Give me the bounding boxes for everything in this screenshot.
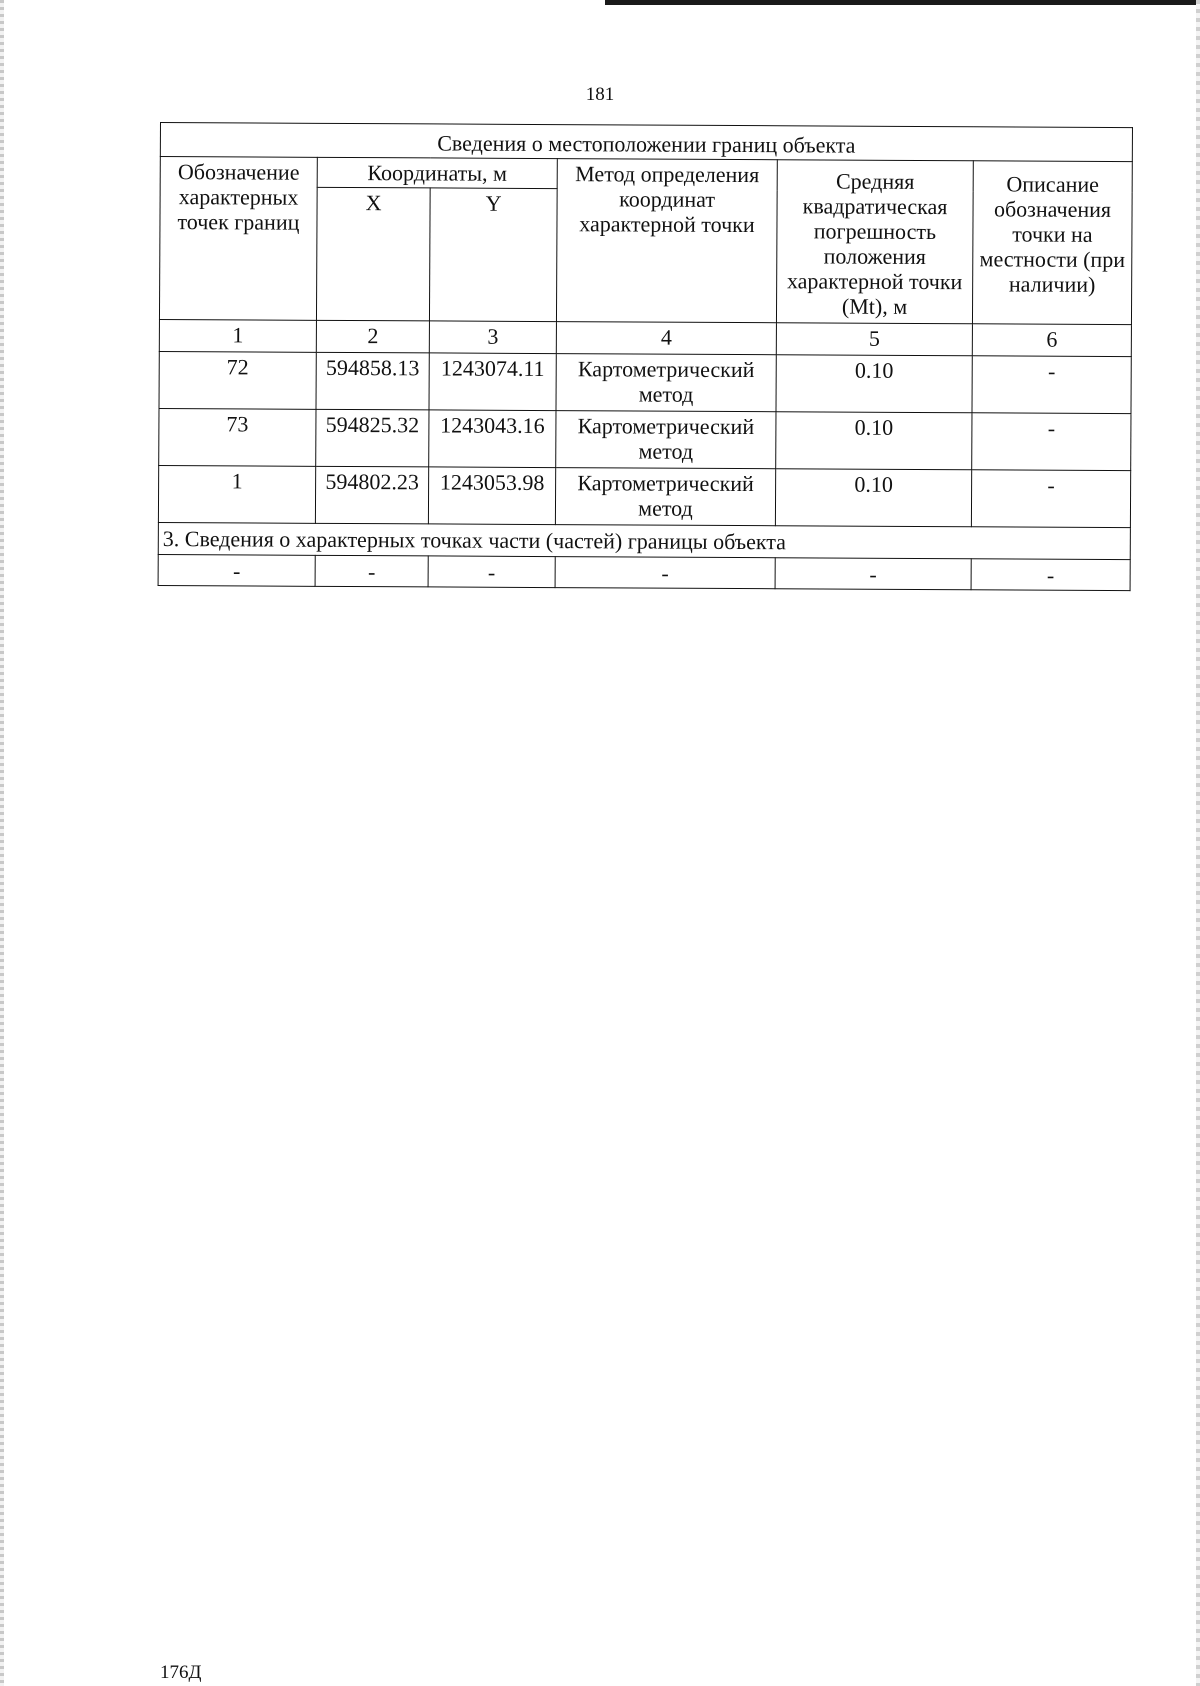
cell-description: -	[972, 356, 1131, 414]
column-number: 1	[159, 319, 316, 352]
cell-point: 1	[158, 465, 315, 523]
scan-edge-left	[0, 0, 4, 1686]
column-number-row	[159, 319, 1131, 356]
cell-y: 1243074.11	[429, 353, 556, 411]
cell-x: 594802.23	[315, 466, 428, 524]
page-number: 181	[585, 84, 615, 105]
cell-point: 72	[159, 351, 316, 409]
cell-y: 1243043.16	[429, 410, 556, 468]
table-row	[159, 351, 1131, 413]
header-x: X	[316, 187, 430, 321]
column-number: 2	[316, 320, 429, 353]
table-row	[159, 408, 1131, 470]
header-row	[160, 157, 1132, 192]
cell-method: Картометрический метод	[556, 411, 776, 469]
empty-cell: -	[428, 556, 555, 588]
empty-cell: -	[971, 559, 1130, 591]
cell-x: 594858.13	[316, 352, 429, 410]
section3-row	[158, 554, 1130, 590]
cell-description: -	[972, 413, 1131, 471]
cell-x: 594825.32	[316, 409, 429, 467]
table-row	[158, 465, 1130, 527]
header-method: Метод определения координат характерной точки	[556, 159, 777, 323]
column-number: 5	[776, 323, 972, 356]
header-point: Обозначение характерных точек границ	[159, 157, 317, 321]
section3-title: 3. Сведения о характерных точках части (частей) границы объекта	[158, 522, 1130, 559]
cell-accuracy: 0.10	[775, 469, 971, 527]
boundary-table	[158, 122, 1133, 591]
column-number: 3	[429, 321, 556, 354]
header-accuracy: Средняя квадратическая погрешность положения характерной точки (Mt), м	[776, 160, 973, 324]
cell-method: Картометрический метод	[555, 468, 775, 526]
empty-cell: -	[315, 555, 428, 587]
section3-title-row	[158, 522, 1130, 559]
cell-method: Картометрический метод	[556, 354, 776, 412]
header-description: Описание обозначения точки на местности (при наличии)	[972, 161, 1132, 325]
scan-edge-right	[1196, 0, 1200, 1686]
empty-cell: -	[555, 557, 775, 589]
column-number: 6	[972, 324, 1131, 357]
cell-accuracy: 0.10	[776, 355, 972, 413]
column-number: 4	[556, 322, 776, 355]
footer-code: 176Д	[160, 1662, 202, 1683]
cell-point: 73	[159, 408, 316, 466]
cell-y: 1243053.98	[428, 467, 555, 525]
cell-accuracy: 0.10	[776, 412, 972, 470]
empty-cell: -	[775, 558, 971, 590]
table-title-row	[160, 123, 1132, 162]
cell-description: -	[971, 470, 1130, 528]
header-coordinates: Координаты, м	[317, 157, 557, 188]
table-title: Сведения о местоположении границ объекта	[160, 123, 1132, 162]
scan-edge-bar	[605, 0, 1200, 5]
header-y: Y	[429, 188, 557, 322]
empty-cell: -	[158, 554, 315, 586]
